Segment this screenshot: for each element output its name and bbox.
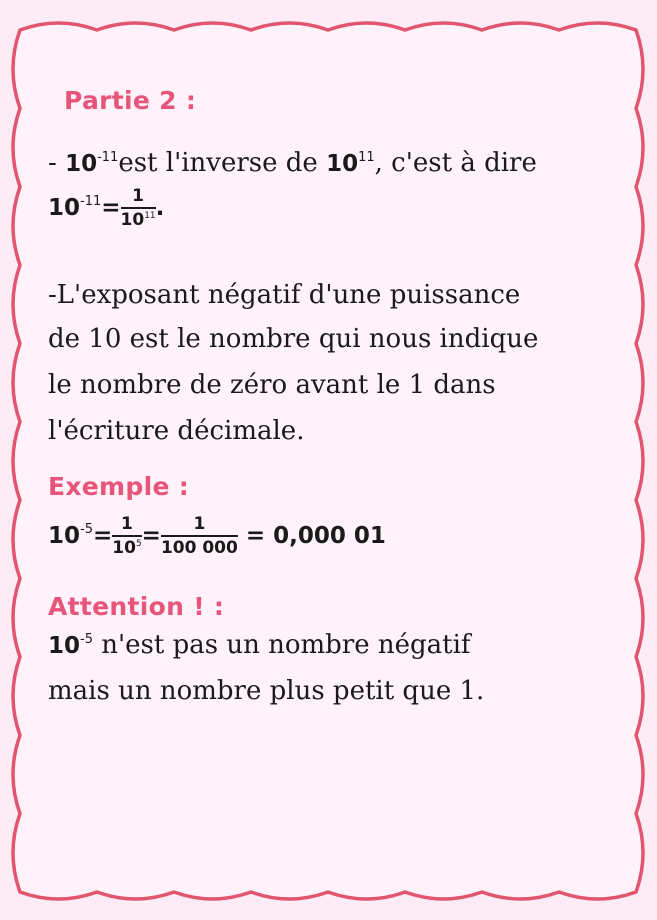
rule-line: le nombre de zéro avant le 1 dans <box>48 370 496 400</box>
power-exponent: -11 <box>80 194 102 209</box>
fraction <box>112 514 141 558</box>
part-heading: Partie 2 : <box>64 86 197 115</box>
attention-heading: Attention ! : <box>48 592 225 621</box>
attention-line-1 <box>48 630 471 660</box>
rule-line: -L'exposant négatif d'une puissance <box>48 280 521 310</box>
power-base: 10 <box>65 151 98 177</box>
fraction-numerator: 1 <box>112 514 141 537</box>
power-exponent: 11 <box>358 150 375 165</box>
definition-equation <box>48 186 164 230</box>
definition-line-1 <box>48 148 537 178</box>
rule-line: l'écriture décimale. <box>48 416 305 446</box>
fraction-numerator: 1 <box>121 186 156 209</box>
denominator-base: 10 <box>120 210 145 230</box>
power-exponent: -5 <box>80 632 93 647</box>
power-exponent: -11 <box>97 150 119 165</box>
fraction-denominator <box>121 209 156 230</box>
example-result: = 0,000 01 <box>237 523 386 549</box>
fraction <box>161 514 238 558</box>
denominator-exponent: 5 <box>135 539 142 549</box>
denominator-base: 10 <box>112 538 136 558</box>
definition-text: , c'est à dire <box>374 148 537 178</box>
attention-line-2: mais un nombre plus petit que 1. <box>48 676 485 706</box>
power-base: 10 <box>48 523 81 549</box>
example-equation <box>48 514 386 558</box>
fraction <box>121 186 156 230</box>
fraction-denominator: 100 000 <box>160 538 238 558</box>
attention-text: n'est pas un nombre négatif <box>92 630 471 660</box>
equals-sign: = <box>101 195 121 221</box>
denominator-exponent: 11 <box>144 211 156 221</box>
power-base: 10 <box>48 633 81 659</box>
period: . <box>155 195 165 221</box>
power-base: 10 <box>326 151 359 177</box>
fraction-denominator <box>112 537 141 558</box>
power-base: 10 <box>48 195 81 221</box>
fraction-numerator: 1 <box>161 514 238 537</box>
equals-sign: = <box>141 523 161 549</box>
rule-line: de 10 est le nombre qui nous indique <box>48 324 539 354</box>
equals-sign: = <box>92 523 113 549</box>
definition-text: est l'inverse de <box>118 148 327 178</box>
definition-prefix: - <box>48 148 66 178</box>
example-heading: Exemple : <box>48 472 190 501</box>
power-exponent: -5 <box>80 522 93 537</box>
